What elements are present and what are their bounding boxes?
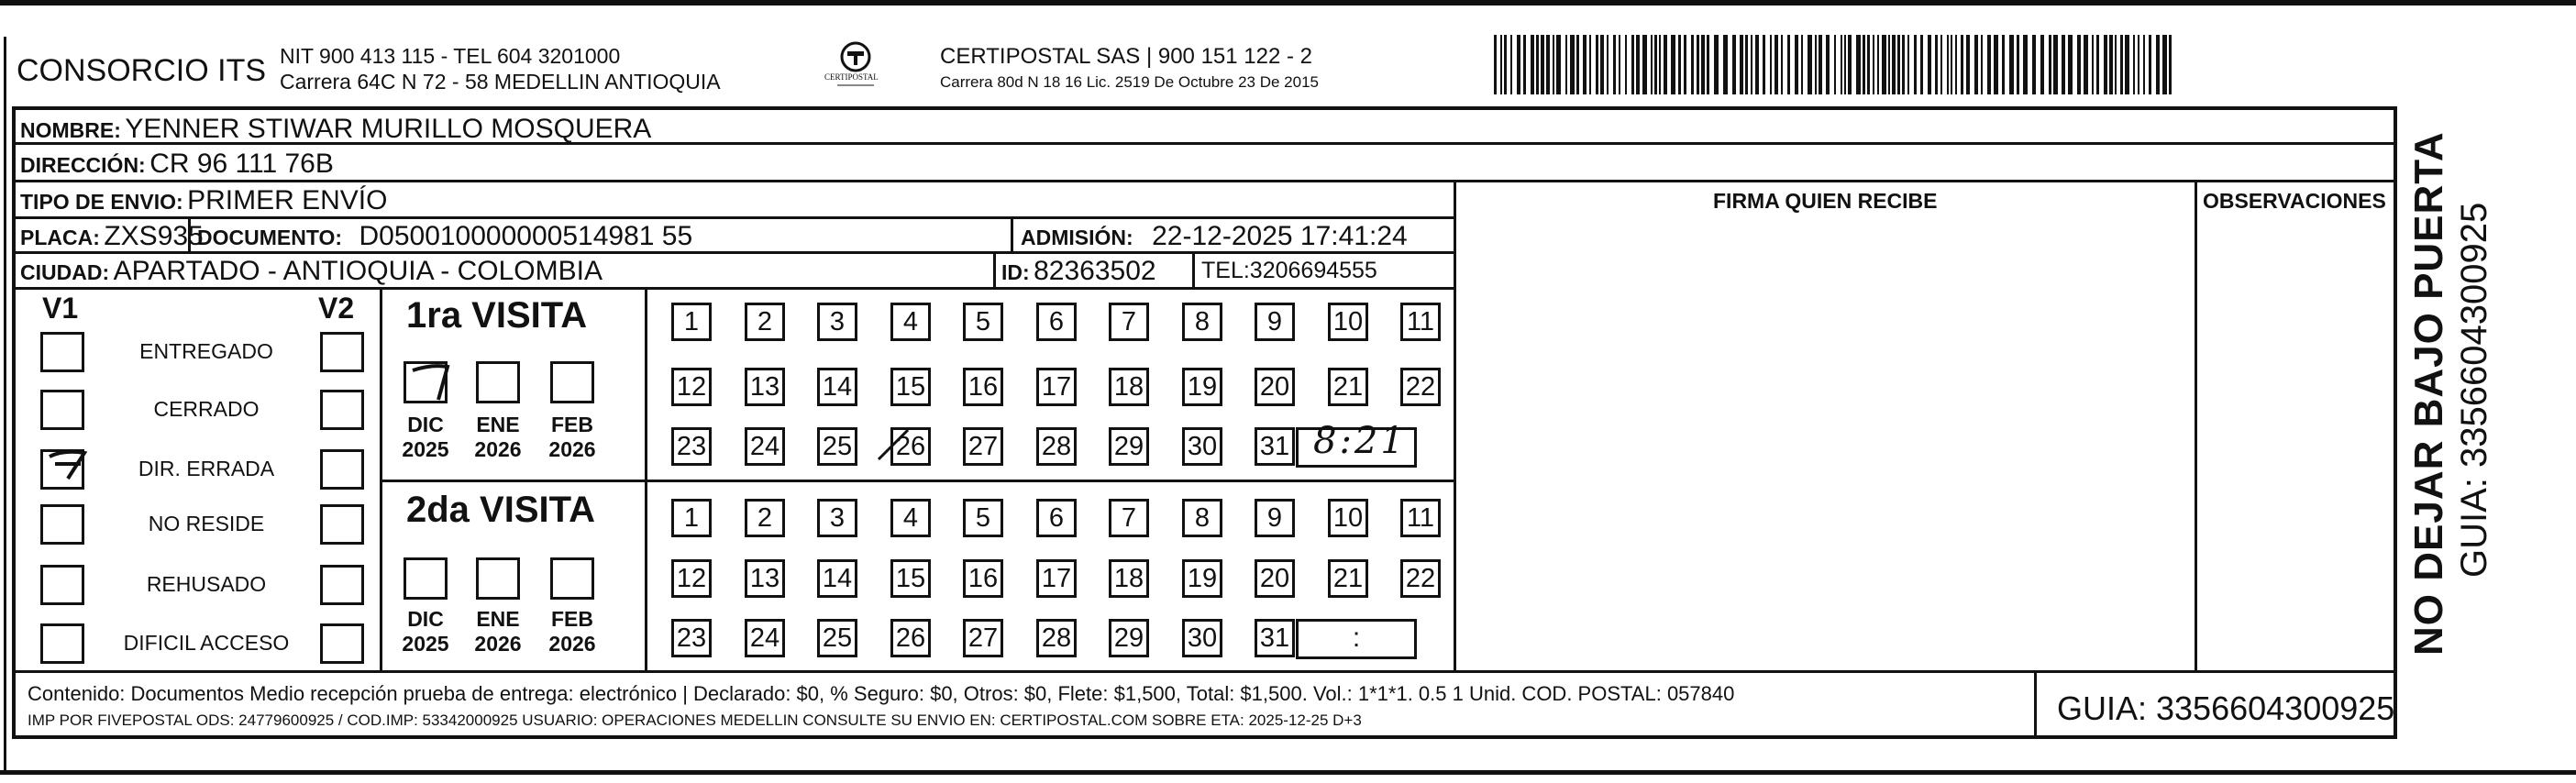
- barcode-bar: [1651, 35, 1653, 94]
- barcode-bar: [1517, 35, 1520, 94]
- barcode-bar: [1636, 35, 1640, 94]
- barcode-bar: [1873, 35, 1874, 94]
- barcode-bar: [1961, 35, 1963, 94]
- firma-divider: [1454, 180, 1456, 672]
- month-name: ENE: [476, 413, 520, 436]
- barcode-bar: [1755, 35, 1759, 94]
- barcode-bar: [2023, 35, 2028, 94]
- day-box-23[interactable]: 23: [671, 619, 712, 657]
- barcode-bar: [1844, 35, 1846, 94]
- barcode-bar: [1947, 35, 1949, 94]
- day-box-17[interactable]: 17: [1036, 368, 1077, 406]
- month-checkbox[interactable]: [550, 557, 594, 600]
- day-box-22[interactable]: 22: [1400, 368, 1441, 406]
- cell-divider: [1011, 216, 1013, 253]
- barcode-bar: [2133, 35, 2135, 94]
- v1-label: V1: [42, 292, 79, 325]
- time-box[interactable]: :: [1296, 619, 1417, 659]
- barcode-bar: [1654, 35, 1657, 94]
- day-box-27[interactable]: 27: [963, 427, 1003, 466]
- barcode-bar: [1819, 35, 1822, 94]
- barcode-bar: [1745, 35, 1748, 94]
- barcode-bar: [1732, 35, 1736, 94]
- id-value: 82363502: [1034, 256, 1156, 286]
- day-box-31[interactable]: 31: [1255, 619, 1295, 657]
- day-box-24[interactable]: 24: [745, 619, 785, 657]
- day-box-16[interactable]: 16: [963, 559, 1003, 598]
- barcode-bar: [1763, 35, 1765, 94]
- day-box-5[interactable]: 5: [963, 303, 1003, 341]
- barcode-bar: [1607, 35, 1609, 94]
- month-checkbox[interactable]: [550, 361, 594, 403]
- day-box-12[interactable]: 12: [671, 559, 712, 598]
- barcode-bar: [1994, 35, 1998, 94]
- barcode-bar: [2084, 35, 2088, 94]
- day-box-30[interactable]: 30: [1182, 619, 1222, 657]
- barcode-bar: [1981, 35, 1983, 94]
- day-box-21[interactable]: 21: [1328, 559, 1368, 598]
- barcode-bar: [1935, 35, 1938, 94]
- barcode-bar: [1774, 35, 1778, 94]
- first-visit-title: 1ra VISITA: [406, 295, 588, 336]
- footer-guia-divider: [2034, 670, 2037, 738]
- barcode-bar: [1928, 35, 1931, 94]
- v1-checkbox[interactable]: [40, 390, 84, 430]
- day-box-19[interactable]: 19: [1182, 368, 1222, 406]
- barcode-bar: [1701, 35, 1705, 94]
- barcode-bar: [1596, 35, 1598, 94]
- documento-cell: [197, 221, 692, 252]
- day-box-26[interactable]: 26: [890, 619, 931, 657]
- barcode-bar: [1940, 35, 1942, 94]
- barcode-bar: [1770, 35, 1772, 94]
- month-year: 2026: [474, 632, 522, 656]
- day-box-5[interactable]: 5: [963, 499, 1003, 537]
- tipo-label: TIPO DE ENVIO:: [20, 190, 183, 214]
- month-name: ENE: [476, 607, 520, 631]
- barcode-bar: [2068, 35, 2073, 94]
- month-name: DIC: [407, 413, 444, 436]
- barcode-bar: [2092, 35, 2094, 94]
- nombre-label: NOMBRE:: [20, 118, 121, 142]
- barcode-bar: [2077, 35, 2081, 94]
- direccion-value: CR 96 111 76B: [149, 149, 334, 179]
- handwritten-time: 8:21: [1313, 420, 1407, 462]
- tipo-value: PRIMER ENVÍO: [187, 185, 388, 215]
- tipo-row: [20, 185, 387, 216]
- day-box-24[interactable]: 24: [745, 427, 785, 466]
- barcode-bar: [1834, 35, 1836, 94]
- month-year: 2025: [402, 437, 449, 461]
- barcode-bar: [1565, 35, 1567, 94]
- barcode-bar: [1856, 35, 1861, 94]
- barcode-bar: [1553, 35, 1554, 94]
- month-label: [392, 413, 459, 462]
- barcode-bar: [1678, 35, 1681, 94]
- barcode-bar: [1546, 35, 1550, 94]
- barcode-bar: [1631, 35, 1634, 94]
- barcode-bar: [1907, 35, 1909, 94]
- day-box-12[interactable]: 12: [671, 368, 712, 406]
- barcode-bar: [1863, 35, 1865, 94]
- barcode-bar: [1740, 35, 1743, 94]
- v2-checkbox[interactable]: [320, 504, 364, 545]
- month-year: 2026: [548, 437, 596, 461]
- barcode-bar: [2032, 35, 2036, 94]
- month-name: DIC: [407, 607, 444, 631]
- barcode-bar: [1787, 35, 1790, 94]
- barcode-bar: [1523, 35, 1526, 94]
- barcode-bar: [1500, 35, 1502, 94]
- direccion-row: [20, 149, 334, 180]
- barcode-bar: [1897, 35, 1900, 94]
- status-label: DIR. ERRADA: [138, 457, 275, 480]
- month-checkbox[interactable]: [476, 361, 520, 403]
- barcode-bar: [1510, 35, 1512, 94]
- company-name: CONSORCIO ITS: [17, 53, 267, 88]
- day-box-3[interactable]: 3: [817, 303, 857, 341]
- barcode-bar: [1914, 35, 1917, 94]
- barcode-bar: [1848, 35, 1852, 94]
- barcode-bar: [1494, 35, 1497, 94]
- barcode-bar: [1951, 35, 1952, 94]
- barcode-bar: [1877, 35, 1879, 94]
- row-line: [12, 180, 2397, 182]
- handwritten-strike-26: [871, 425, 913, 465]
- barcode-bar: [1801, 35, 1803, 94]
- barcode-bar: [2002, 35, 2005, 94]
- day-box-17[interactable]: 17: [1036, 559, 1077, 598]
- second-visit-title: 2da VISITA: [406, 490, 595, 530]
- barcode-bar: [2104, 35, 2107, 94]
- day-box-28[interactable]: 28: [1036, 619, 1077, 657]
- day-box-9[interactable]: 9: [1255, 499, 1295, 537]
- barcode-bar: [1576, 35, 1579, 94]
- scan-edge-left: [4, 37, 6, 770]
- day-box-6[interactable]: 6: [1036, 303, 1077, 341]
- status-label: NO RESIDE: [148, 512, 265, 535]
- cell-divider: [1192, 251, 1195, 288]
- barcode-bar: [1671, 35, 1675, 94]
- documento-value: D050010000000514981 55: [359, 221, 693, 251]
- barcode-bar: [1541, 35, 1544, 94]
- footer-imp: IMP POR FIVEPOSTAL ODS: 24779600925 / COD.IMP: 53342000925 USUARIO: OPERACIONES MEDELLIN CONSULTE SU ENVIO EN: CERTIPOSTAL.COM SOBRE ETA: 2025-12-25 D+3: [28, 711, 1362, 729]
- tel-label: TEL:: [1201, 258, 1250, 283]
- barcode-bar: [1664, 35, 1667, 94]
- form-bottom-border: [12, 735, 2397, 739]
- day-box-2[interactable]: 2: [745, 303, 785, 341]
- v1-checkbox[interactable]: [40, 504, 84, 545]
- side-guia: GUIA: 3356604300925: [2454, 202, 2494, 578]
- day-box-27[interactable]: 27: [963, 619, 1003, 657]
- v2-checkbox[interactable]: [320, 390, 364, 430]
- barcode-bar: [2138, 35, 2139, 94]
- month-year: 2026: [474, 437, 522, 461]
- barcode-bar: [2125, 35, 2129, 94]
- day-box-23[interactable]: 23: [671, 427, 712, 466]
- day-box-21[interactable]: 21: [1328, 368, 1368, 406]
- day-box-18[interactable]: 18: [1109, 368, 1149, 406]
- barcode-bar: [1536, 35, 1539, 94]
- barcode-bar: [1589, 35, 1591, 94]
- day-box-25[interactable]: 25: [817, 619, 857, 657]
- barcode-bar: [2040, 35, 2044, 94]
- day-box-11[interactable]: 11: [1400, 303, 1441, 341]
- day-box-6[interactable]: 6: [1036, 499, 1077, 537]
- barcode-bar: [1625, 35, 1627, 94]
- barcode-bar: [1966, 35, 1970, 94]
- v2-checkbox[interactable]: [320, 623, 364, 664]
- scan-edge-bottom: [0, 770, 2576, 775]
- barcode-bar: [2009, 35, 2014, 94]
- barcode-bar: [2149, 35, 2151, 94]
- day-box-30[interactable]: 30: [1182, 427, 1222, 466]
- observaciones-header: OBSERVACIONES: [2203, 189, 2386, 213]
- barcode: [1492, 35, 2175, 94]
- row-line: [12, 287, 1455, 290]
- day-box-20[interactable]: 20: [1255, 368, 1295, 406]
- barcode-bar: [1619, 35, 1620, 94]
- day-box-11[interactable]: 11: [1400, 499, 1441, 537]
- barcode-bar: [1987, 35, 1991, 94]
- obs-divider: [2195, 180, 2197, 672]
- barcode-bar: [1504, 35, 1507, 94]
- barcode-bar: [1826, 35, 1830, 94]
- logo-caption: CERTIPOSTAL: [824, 72, 879, 82]
- v1-checkbox[interactable]: [40, 623, 84, 664]
- barcode-bar: [1781, 35, 1783, 94]
- v1-checkbox[interactable]: [40, 565, 84, 605]
- barcode-bar: [2143, 35, 2145, 94]
- visit-divider: [380, 480, 1455, 482]
- barcode-bar: [1867, 35, 1870, 94]
- barcode-bar: [1613, 35, 1616, 94]
- month-label: [465, 413, 531, 462]
- barcode-bar: [1974, 35, 1978, 94]
- barcode-bar: [1882, 35, 1886, 94]
- month-label: [539, 607, 605, 656]
- barcode-bar: [1556, 35, 1561, 94]
- barcode-bar: [2049, 35, 2051, 94]
- barcode-bar: [2115, 35, 2117, 94]
- barcode-bar: [1583, 35, 1587, 94]
- day-box-7[interactable]: 7: [1109, 499, 1149, 537]
- carrier-address: Carrera 80d N 18 16 Lic. 2519 De Octubre 23 De 2015: [940, 73, 1319, 91]
- day-box-18[interactable]: 18: [1109, 559, 1149, 598]
- footer-guia: GUIA: 3356604300925: [2057, 689, 2395, 727]
- barcode-bar: [1795, 35, 1798, 94]
- barcode-bar: [2120, 35, 2123, 94]
- admision-label: ADMISIÓN:: [1021, 226, 1133, 249]
- placa-cell: [20, 221, 204, 252]
- month-name: FEB: [551, 607, 593, 631]
- day-box-20[interactable]: 20: [1255, 559, 1295, 598]
- barcode-bar: [1642, 35, 1647, 94]
- barcode-bar: [1600, 35, 1604, 94]
- day-box-15[interactable]: 15: [890, 559, 931, 598]
- day-box-19[interactable]: 19: [1182, 559, 1222, 598]
- month-checkbox[interactable]: [476, 557, 520, 600]
- day-box-22[interactable]: 22: [1400, 559, 1441, 598]
- month-label: [539, 413, 605, 462]
- day-box-1[interactable]: 1: [671, 499, 712, 537]
- form-left-border: [12, 106, 16, 738]
- handwritten-check-dic: [407, 359, 453, 403]
- admision-value: 22-12-2025 17:41:24: [1152, 221, 1408, 251]
- cell-divider: [993, 251, 996, 288]
- carrier-name: CERTIPOSTAL SAS | 900 151 122 - 2: [940, 44, 1312, 69]
- status-label: DIFICIL ACCESO: [123, 631, 290, 655]
- footer-top-line: [12, 670, 2397, 673]
- barcode-bar: [1659, 35, 1661, 94]
- barcode-bar: [1570, 35, 1575, 94]
- barcode-bar: [1888, 35, 1890, 94]
- day-box-13[interactable]: 13: [745, 559, 785, 598]
- barcode-bar: [1815, 35, 1817, 94]
- day-box-31[interactable]: 31: [1255, 427, 1295, 466]
- v1-checkbox[interactable]: [40, 332, 84, 372]
- day-box-4[interactable]: 4: [890, 499, 931, 537]
- nombre-row: [20, 114, 651, 145]
- admision-cell: [1021, 221, 1408, 252]
- day-box-10[interactable]: 10: [1328, 303, 1368, 341]
- day-box-2[interactable]: 2: [745, 499, 785, 537]
- barcode-bar: [1808, 35, 1812, 94]
- barcode-bar: [2109, 35, 2113, 94]
- month-label: [392, 607, 459, 656]
- v2-checkbox[interactable]: [320, 565, 364, 605]
- barcode-bar: [1751, 35, 1752, 94]
- barcode-bar: [1691, 35, 1694, 94]
- form-top-border: [12, 106, 2397, 110]
- ciudad-cell: [20, 256, 603, 287]
- id-cell: [1001, 256, 1156, 287]
- direccion-label: DIRECCIÓN:: [20, 153, 146, 177]
- day-box-4[interactable]: 4: [890, 303, 931, 341]
- nombre-value: YENNER STIWAR MURILLO MOSQUERA: [125, 114, 652, 144]
- barcode-bar: [1902, 35, 1905, 94]
- placa-value: ZXS935: [104, 221, 204, 251]
- barcode-bar: [2169, 35, 2172, 94]
- barcode-bar: [1841, 35, 1842, 94]
- day-box-3[interactable]: 3: [817, 499, 857, 537]
- barcode-bar: [2096, 35, 2099, 94]
- month-name: FEB: [551, 413, 593, 436]
- id-label: ID:: [1001, 260, 1030, 284]
- day-box-1[interactable]: 1: [671, 303, 712, 341]
- status-label: REHUSADO: [146, 572, 267, 596]
- month-year: 2026: [548, 632, 596, 656]
- month-divider: [645, 287, 647, 672]
- day-box-25[interactable]: 25: [817, 427, 857, 466]
- handwritten-check-dir-errada: [46, 447, 92, 488]
- month-label: [465, 607, 531, 656]
- barcode-bar: [2017, 35, 2019, 94]
- barcode-bar: [1892, 35, 1896, 94]
- company-nit: NIT 900 413 115 - TEL 604 3201000: [280, 44, 621, 68]
- v2-checkbox[interactable]: [320, 449, 364, 490]
- barcode-bar: [2062, 35, 2065, 94]
- barcode-bar: [1707, 35, 1709, 94]
- month-checkbox[interactable]: [404, 557, 448, 600]
- obs-right-divider: [2394, 180, 2396, 672]
- barcode-bar: [1531, 35, 1534, 94]
- barcode-bar: [1723, 35, 1728, 94]
- day-box-29[interactable]: 29: [1109, 619, 1149, 657]
- day-box-10[interactable]: 10: [1328, 499, 1368, 537]
- barcode-bar: [1714, 35, 1719, 94]
- day-box-8[interactable]: 8: [1182, 499, 1222, 537]
- day-box-9[interactable]: 9: [1255, 303, 1295, 341]
- placa-label: PLACA:: [20, 226, 100, 249]
- side-warning: NO DEJAR BAJO PUERTA: [2406, 131, 2451, 656]
- documento-label: DOCUMENTO:: [197, 226, 343, 249]
- day-box-8[interactable]: 8: [1182, 303, 1222, 341]
- tel-cell: [1201, 258, 1377, 284]
- day-box-16[interactable]: 16: [963, 368, 1003, 406]
- status-label: CERRADO: [153, 397, 260, 421]
- company-address: Carrera 64C N 72 - 58 MEDELLIN ANTIOQUIA: [280, 70, 721, 94]
- barcode-bar: [2156, 35, 2160, 94]
- scan-edge-top: [0, 0, 2576, 6]
- ciudad-label: CIUDAD:: [20, 260, 110, 284]
- firma-header: FIRMA QUIEN RECIBE: [1713, 189, 1938, 213]
- certipostal-logo: [819, 40, 892, 92]
- barcode-bar: [2053, 35, 2058, 94]
- tel-value: 3206694555: [1249, 258, 1377, 283]
- v2-label: V2: [318, 292, 355, 325]
- month-year: 2025: [402, 632, 449, 656]
- day-box-28[interactable]: 28: [1036, 427, 1077, 466]
- day-box-29[interactable]: 29: [1109, 427, 1149, 466]
- day-box-15[interactable]: 15: [890, 368, 931, 406]
- v2-checkbox[interactable]: [320, 332, 364, 372]
- barcode-bar: [1920, 35, 1923, 94]
- day-box-7[interactable]: 7: [1109, 303, 1149, 341]
- barcode-bar: [1684, 35, 1686, 94]
- row-line: [12, 216, 1455, 219]
- ciudad-value: APARTADO - ANTIOQUIA - COLOMBIA: [113, 256, 603, 286]
- status-label: ENTREGADO: [139, 339, 273, 363]
- barcode-bar: [2162, 35, 2167, 94]
- day-box-13[interactable]: 13: [745, 368, 785, 406]
- barcode-bar: [1697, 35, 1699, 94]
- day-box-14[interactable]: 14: [817, 559, 857, 598]
- day-box-14[interactable]: 14: [817, 368, 857, 406]
- barcode-bar: [1955, 35, 1957, 94]
- footer-content: Contenido: Documentos Medio recepción prueba de entrega: electrónico | Declarado: $0, % Seguro: $0, Otros: $0, Flete: $1,500, Total: $1,500. Vol.: 1*1*1. 0.5 1 Unid. COD. POSTAL: 057840: [28, 682, 1735, 705]
- day-box-26[interactable]: 26: [890, 427, 931, 466]
